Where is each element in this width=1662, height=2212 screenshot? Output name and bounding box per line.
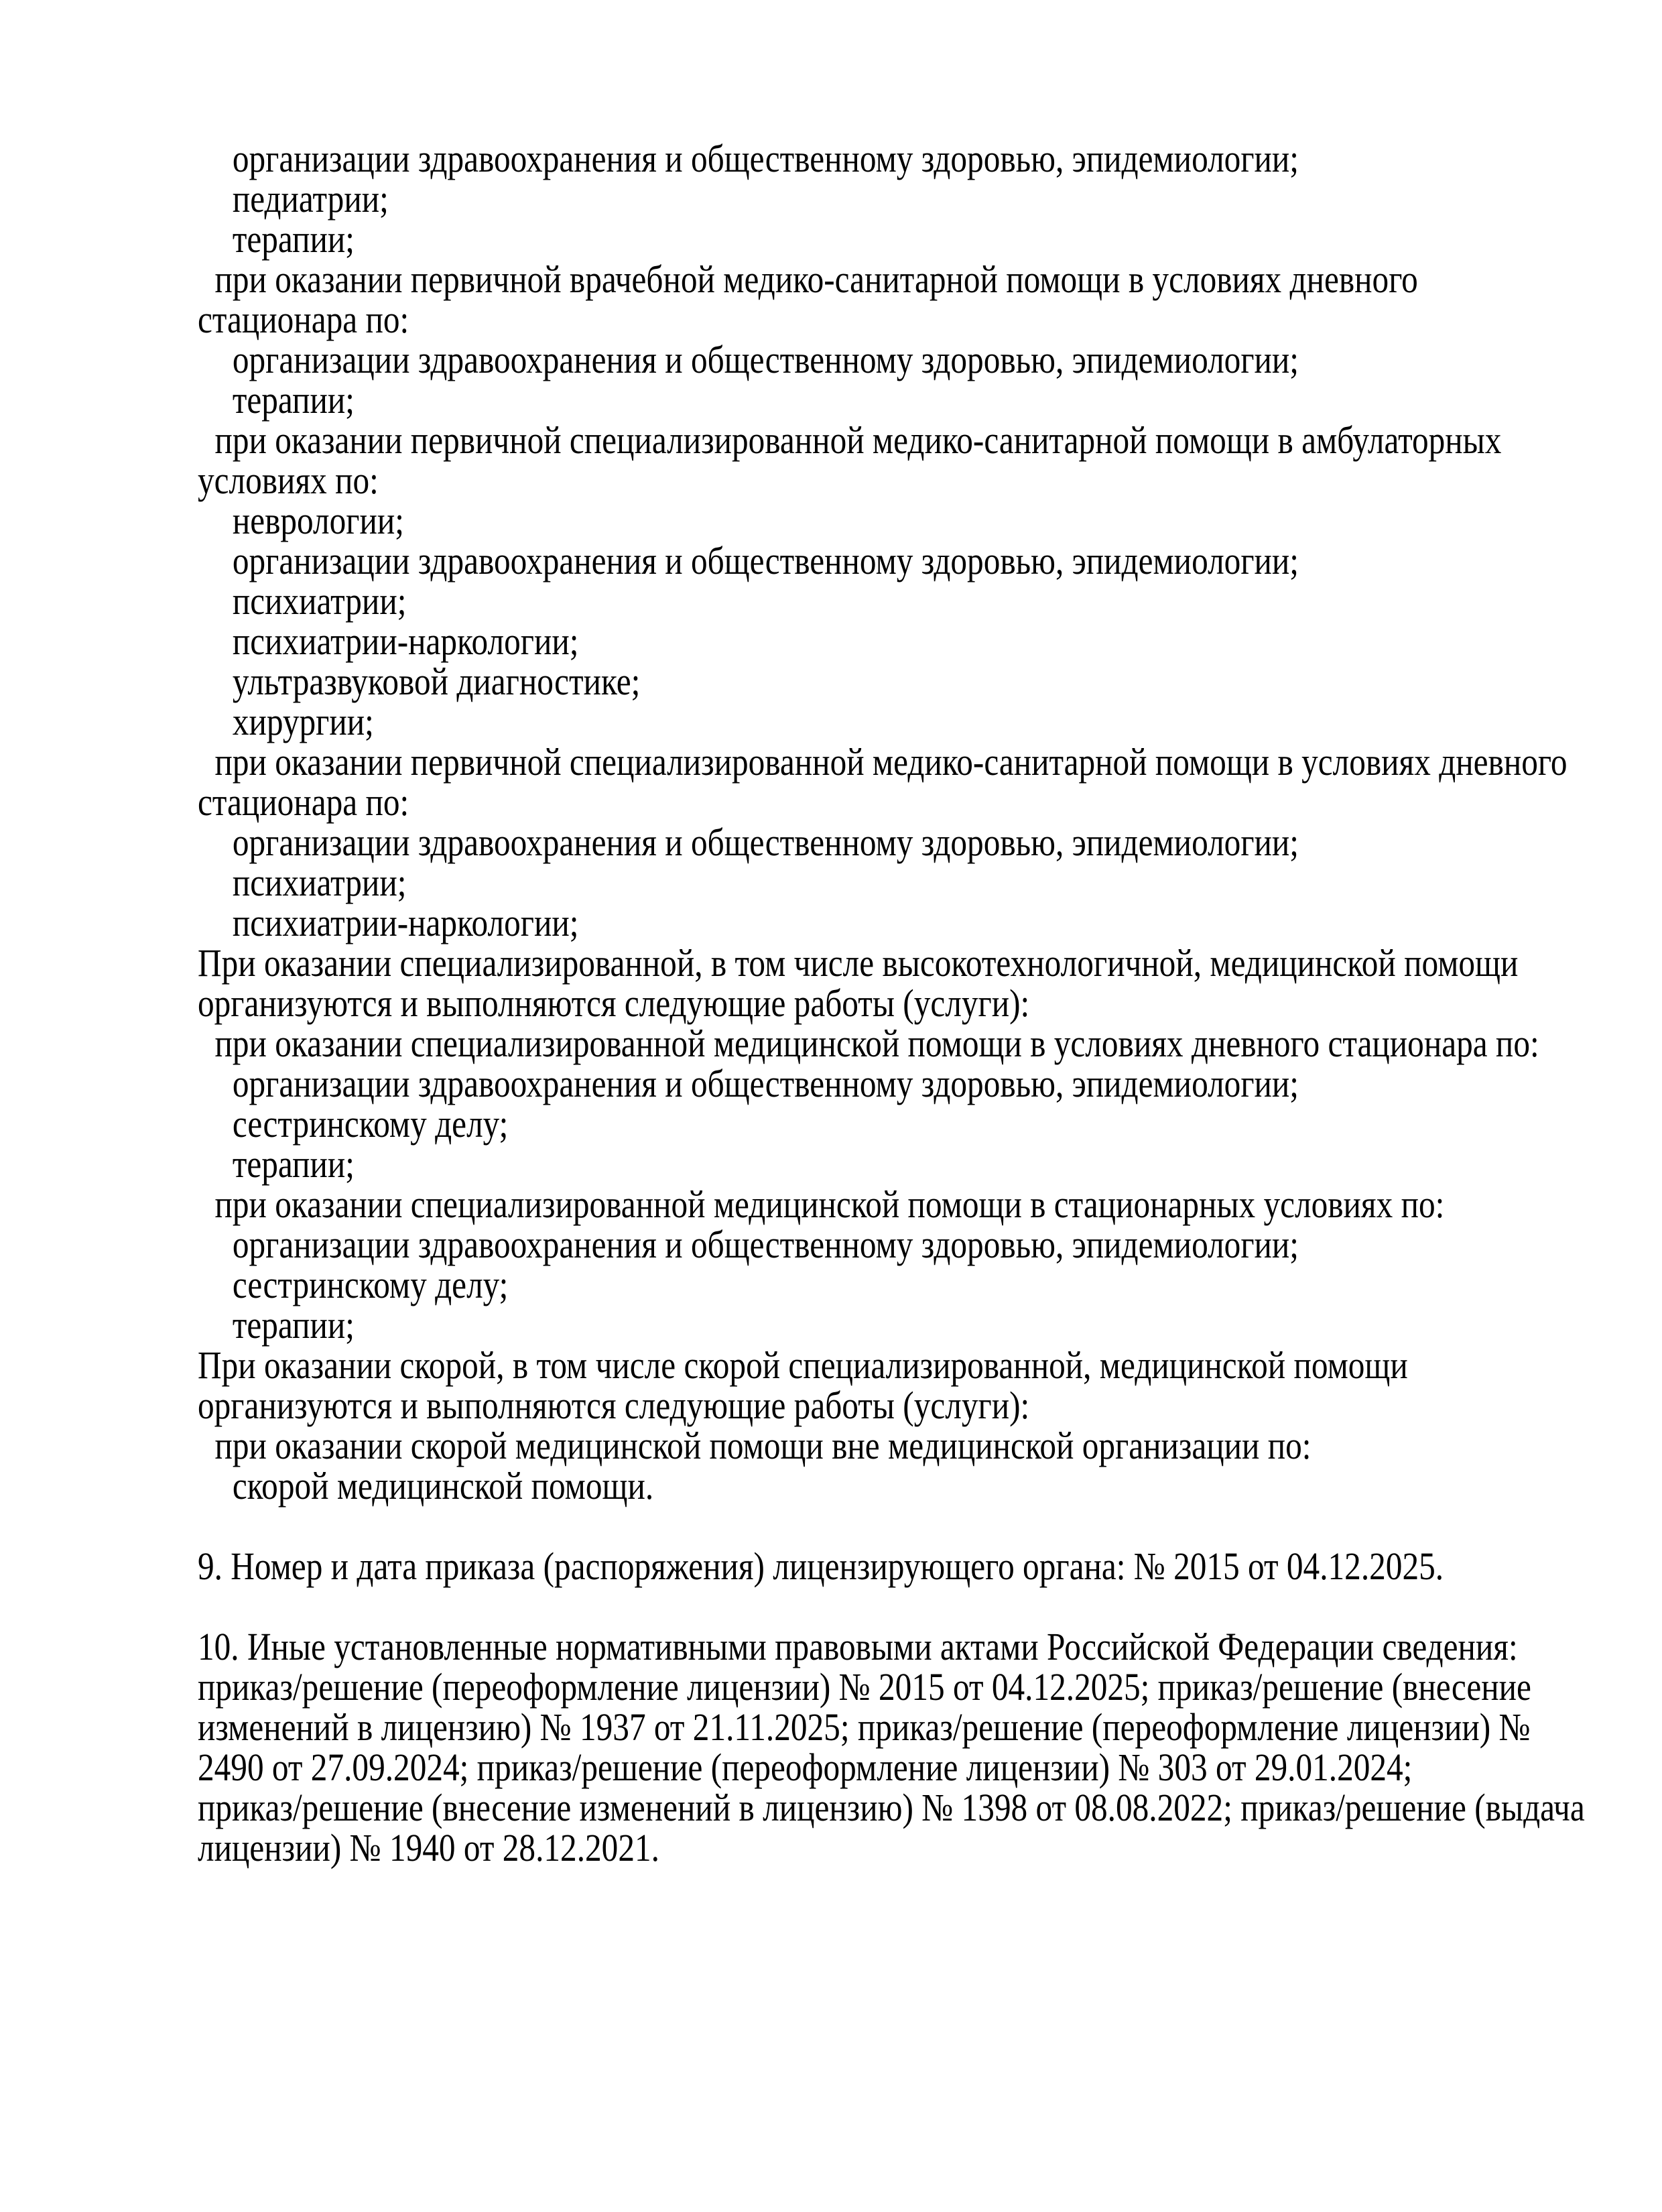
text-line: организации здравоохранения и общественному здоровью, эпидемиологии;	[232, 137, 1299, 180]
text-line: при оказании специализированной медицинской помощи в стационарных условиях по:	[214, 1182, 1445, 1226]
text-line: условиях по:	[198, 458, 379, 502]
text-line: организуются и выполняются следующие работы (услуги):	[198, 1384, 1030, 1427]
text-line: при оказании первичной специализированной медико-санитарной помощи в амбулаторных	[214, 418, 1502, 462]
text-line: при оказании скорой медицинской помощи вне медицинской организации по:	[214, 1424, 1312, 1467]
text-line: педиатрии;	[232, 177, 389, 221]
text-line: при оказании первичной врачебной медико-санитарной помощи в условиях дневного	[214, 257, 1418, 301]
text-line: стационара по:	[198, 298, 409, 341]
text-line: скорой медицинской помощи.	[232, 1464, 654, 1508]
text-line: при оказании специализированной медицинской помощи в условиях дневного стационара по:	[214, 1022, 1539, 1065]
text-line: ультразвуковой диагностике;	[232, 660, 641, 703]
text-line: организации здравоохранения и общественному здоровью, эпидемиологии;	[232, 338, 1299, 381]
text-line: 9. Номер и дата приказа (распоряжения) лицензирующего органа: № 2015 от 04.12.2025.	[198, 1544, 1444, 1588]
text-line: сестринскому делу;	[232, 1102, 509, 1146]
text-line: при оказании первичной специализированной медико-санитарной помощи в условиях дневного	[214, 740, 1568, 784]
text-line: организации здравоохранения и общественному здоровью, эпидемиологии;	[232, 1062, 1299, 1105]
text-line: психиатрии-наркологии;	[232, 901, 579, 944]
text-line: терапии;	[232, 1303, 355, 1347]
text-line: организации здравоохранения и общественному здоровью, эпидемиологии;	[232, 820, 1299, 864]
text-line: стационара по:	[198, 780, 409, 824]
text-line: организации здравоохранения и общественному здоровью, эпидемиологии;	[232, 539, 1299, 582]
text-line: приказ/решение (переоформление лицензии) № 2015 от 04.12.2025; приказ/решение (внесение	[198, 1665, 1531, 1709]
text-line: психиатрии-наркологии;	[232, 619, 579, 663]
text-line: При оказании скорой, в том числе скорой специализированной, медицинской помощи	[198, 1343, 1408, 1387]
document-body	[198, 139, 1622, 1868]
text-line: терапии;	[232, 217, 355, 261]
blank-line	[198, 1506, 1622, 1546]
text-line: сестринскому делу;	[232, 1263, 509, 1306]
text-line: неврологии;	[232, 499, 404, 542]
text-line: организуются и выполняются следующие работы (услуги):	[198, 981, 1030, 1025]
text-line: терапии;	[232, 378, 355, 422]
text-line: лицензии) № 1940 от 28.12.2021.	[198, 1826, 659, 1869]
text-line: организации здравоохранения и общественному здоровью, эпидемиологии;	[232, 1223, 1299, 1266]
text-line: хирургии;	[232, 700, 374, 743]
text-line: психиатрии;	[232, 861, 407, 904]
text-line: При оказании специализированной, в том числе высокотехнологичной, медицинской помощи	[198, 941, 1519, 985]
blank-line	[198, 1587, 1622, 1627]
text-line: 10. Иные установленные нормативными правовыми актами Российской Федерации сведения:	[198, 1625, 1518, 1668]
text-line: изменений в лицензию) № 1937 от 21.11.2025; приказ/решение (переоформление лицензии) №	[198, 1705, 1531, 1749]
text-line: терапии;	[232, 1142, 355, 1186]
text-line: приказ/решение (внесение изменений в лицензию) № 1398 от 08.08.2022; приказ/решение (выдача	[198, 1786, 1585, 1829]
text-line: 2490 от 27.09.2024; приказ/решение (переоформление лицензии) № 303 от 29.01.2024;	[198, 1745, 1413, 1789]
text-line: психиатрии;	[232, 579, 407, 623]
